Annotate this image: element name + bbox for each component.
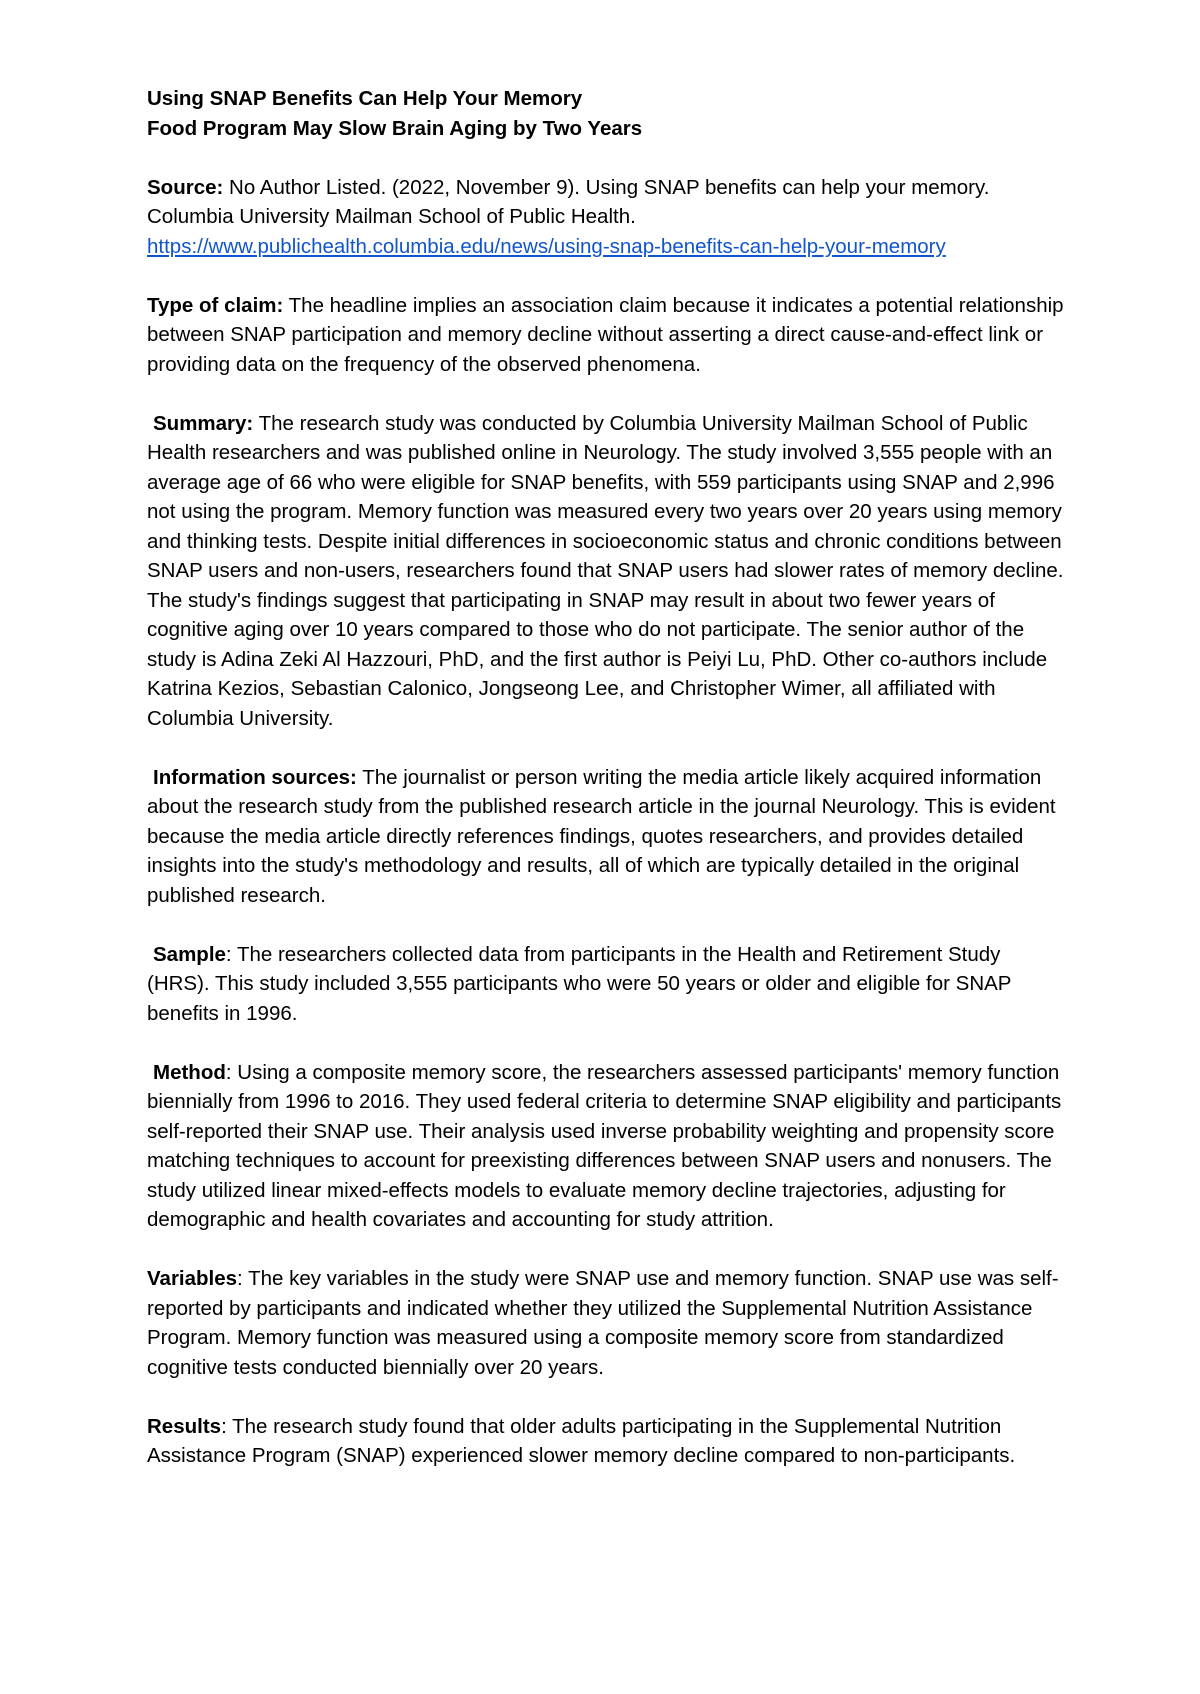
source-text: No Author Listed. (2022, November 9). Using SNAP benefits can help your memory. Columbia University Mailman School of Public Health.: [147, 175, 990, 228]
document-page: [147, 84, 1067, 1500]
summary-paragraph: [147, 409, 1067, 734]
method-paragraph: [147, 1058, 1067, 1235]
variables-paragraph: [147, 1264, 1067, 1382]
main-title: Using SNAP Benefits Can Help Your Memory: [147, 87, 583, 110]
source-label: Source:: [147, 175, 224, 199]
results-text: : The research study found that older adults participating in the Supplemental Nutrition Assistance Program (SNAP) experienced slower memory decline compared to non-participants.: [147, 1414, 1016, 1467]
sample-paragraph: [147, 940, 1067, 1029]
type-of-claim-paragraph: [147, 291, 1067, 380]
summary-text: The research study was conducted by Columbia University Mailman School of Public Health researchers and was published online in Neurology. The study involved 3,555 people with an average age of 66 who were eligible for SNAP benefits, with 559 participants using SNAP and 2,996 not using the program. Memory function was measured every two years over 20 years using memory and thinking tests. Despite initial differences in socioeconomic status and chronic conditions between SNAP users and non-users, researchers found that SNAP users had slower rates of memory decline. The study's findings suggest that participating in SNAP may result in about two fewer years of cognitive aging over 10 years compared to those who do not participate. The senior author of the study is Adina Zeki Al Hazzouri, PhD, and the first author is Peiyi Lu, PhD. Other co-authors include Katrina Kezios, Sebastian Calonico, Jongseong Lee, and Christopher Wimer, all affiliated with Columbia University.: [147, 411, 1064, 730]
information-sources-text: The journalist or person writing the media article likely acquired information about the research study from the published research article in the journal Neurology. This is evident because the media article directly references findings, quotes researchers, and provides detailed insights into the study's methodology and results, all of which are typically detailed in the original published research.: [147, 765, 1056, 907]
type-of-claim-label: Type of claim:: [147, 293, 284, 317]
results-paragraph: [147, 1412, 1067, 1471]
source-paragraph: [147, 173, 1067, 262]
variables-text: : The key variables in the study were SNAP use and memory function. SNAP use was self-reported by participants and indicated whether they utilized the Supplemental Nutrition Assistance Program. Memory function was measured using a composite memory score from standardized cognitive tests conducted biennially over 20 years.: [147, 1267, 1059, 1379]
summary-label: Summary:: [153, 411, 254, 435]
sample-label: Sample: [153, 942, 226, 966]
results-label: Results: [147, 1414, 222, 1438]
method-text: : Using a composite memory score, the researchers assessed participants' memory function biennially from 1996 to 2016. They used federal criteria to determine SNAP eligibility and participants self-reported their SNAP use. Their analysis used inverse probability weighting and propensity score matching techniques to account for preexisting differences between SNAP users and nonusers. The study utilized linear mixed-effects models to evaluate memory decline trajectories, adjusting for demographic and health covariates and accounting for study attrition.: [147, 1060, 1062, 1231]
sample-text: : The researchers collected data from participants in the Health and Retirement Study (HRS). This study included 3,555 participants who were 50 years or older and eligible for SNAP benefits in 1996.: [147, 942, 1012, 1025]
type-of-claim-text: The headline implies an association claim because it indicates a potential relationship between SNAP participation and memory decline without asserting a direct cause-and-effect link or providing data on the frequency of the observed phenomena.: [147, 293, 1064, 376]
title-block: [147, 84, 1067, 143]
information-sources-label: Information sources:: [153, 765, 357, 789]
information-sources-paragraph: [147, 763, 1067, 911]
method-label: Method: [153, 1060, 226, 1084]
variables-label: Variables: [147, 1267, 238, 1290]
source-link[interactable]: https://www.publichealth.columbia.edu/news/using-snap-benefits-can-help-your-memory: [147, 234, 946, 258]
subtitle: Food Program May Slow Brain Aging by Two Years: [147, 116, 643, 140]
